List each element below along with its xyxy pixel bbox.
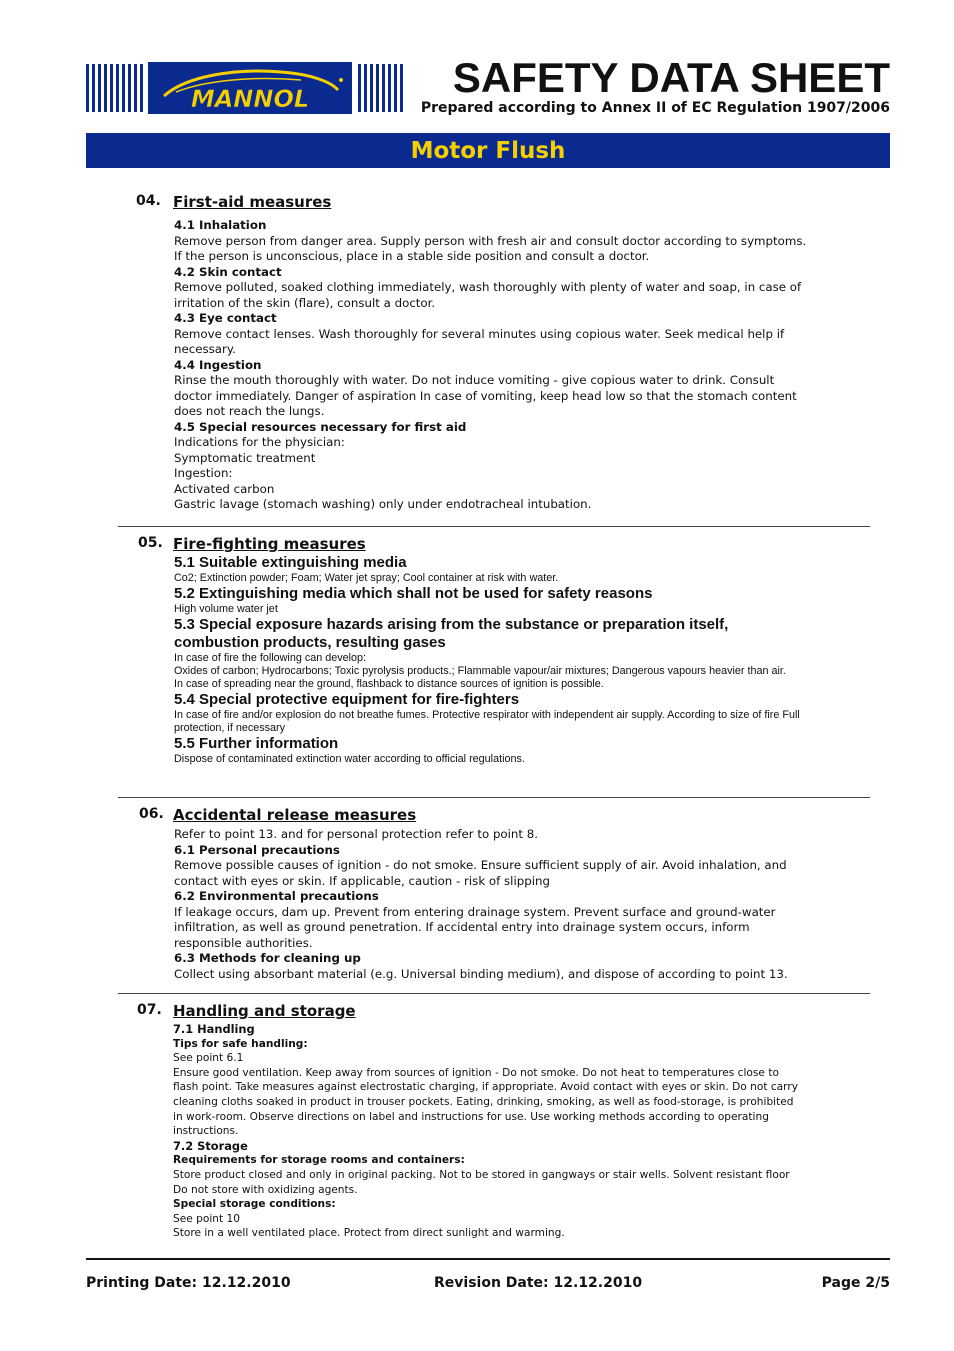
section-title: First-aid measures: [173, 193, 332, 211]
subsection-heading: 4.5 Special resources necessary for first aid: [174, 419, 467, 434]
section-title: Fire-fighting measures: [173, 535, 366, 553]
subsection-heading: Requirements for storage rooms and containers:: [173, 1154, 465, 1167]
section-05-body: [174, 554, 804, 766]
body-text: Remove contact lenses. Wash thoroughly for several minutes using copious water. Seek medical help if necessary.: [174, 326, 785, 356]
body-text: In case of spreading near the ground, flashback to distance sources of ignition is possible.: [174, 678, 604, 690]
body-text: If leakage occurs, dam up. Prevent from entering drainage system. Prevent surface and ground-water infiltration, as well as ground penetration. If accidental entry into drainage system occurs, inform responsible authorities.: [174, 904, 776, 950]
mannol-logo: [86, 62, 406, 114]
body-text: Ingestion:: [174, 466, 233, 480]
subsection-heading: 7.2 Storage: [173, 1138, 248, 1153]
subsection-heading: 5.5 Further information: [174, 735, 339, 752]
subsection-heading: 7.1 Handling: [173, 1022, 255, 1036]
product-bar: [86, 133, 890, 168]
body-text: Store product closed and only in original packing. Not to be stored in gangways or stair wells. Solvent resistant floor Do not store with oxidizing agents.: [173, 1168, 790, 1196]
body-text: Rinse the mouth thoroughly with water. Do not induce vomiting - give copious water to drink. Consult doctor immediately. Danger of aspiration In case of vomiting, keep head low so that the stomach content does not reach the lungs.: [174, 373, 797, 418]
section-04-body: [174, 218, 814, 513]
body-text: Gastric lavage (stomach washing) only under endotracheal intubation.: [174, 497, 592, 511]
section-number: 04.: [136, 193, 161, 209]
section-06-body: [174, 827, 814, 982]
subsection-heading: 4.1 Inhalation: [174, 218, 267, 232]
section-number: 05.: [138, 535, 163, 551]
body-text: Symptomatic treatment: [174, 450, 316, 465]
section-divider: [118, 993, 870, 994]
body-text: Remove person from danger area. Supply person with fresh air and consult doctor according to symptoms. If the person is unconscious, place in a stable side position and consult a doctor.: [174, 233, 807, 263]
body-text: Activated carbon: [174, 481, 275, 496]
body-text: Store in a well ventilated place. Protect from direct sunlight and warming.: [173, 1227, 565, 1240]
body-text: In case of fire and/or explosion do not breathe fumes. Protective respirator with independent air supply. According to size of fire Full protection, if necessary: [174, 709, 800, 734]
subsection-heading: 5.4 Special protective equipment for fire-fighters: [174, 691, 520, 708]
body-text: Co2; Extinction powder; Foam; Water jet spray; Cool container at risk with water.: [174, 572, 559, 584]
section-title: Handling and storage: [173, 1002, 356, 1020]
subsection-heading: 4.2 Skin contact: [174, 264, 282, 279]
footer-divider: [86, 1258, 890, 1260]
subsection-heading: Tips for safe handling:: [173, 1037, 308, 1050]
body-text: Remove polluted, soaked clothing immediately, wash thoroughly with plenty of water and soap, in case of irritation of the skin (flare), consult a doctor.: [174, 280, 802, 310]
subsection-heading: 5.1 Suitable extinguishing media: [174, 554, 407, 571]
revision-date: Revision Date: 12.12.2010: [434, 1275, 643, 1291]
subsection-heading: 6.1 Personal precautions: [174, 842, 340, 857]
section-divider: [118, 797, 870, 798]
section-07-body: [173, 1022, 803, 1241]
body-text: See point 6.1: [173, 1052, 244, 1065]
body-text: Remove possible causes of ignition - do not smoke. Ensure sufficient supply of air. Avoid inhalation, and contact with eyes or skin. If applicable, caution - risk of slipping: [174, 858, 787, 888]
body-text: Dispose of contaminated extinction water according to official regulations.: [174, 753, 525, 765]
subsection-heading: 5.2 Extinguishing media which shall not be used for safety reasons: [174, 585, 653, 602]
body-text: Refer to point 13. and for personal protection refer to point 8.: [174, 827, 539, 841]
subsection-heading: 6.3 Methods for cleaning up: [174, 951, 361, 965]
document-title: SAFETY DATA SHEET: [452, 54, 890, 101]
body-text: In case of fire the following can develop:: [174, 652, 367, 664]
subsection-heading: 4.3 Eye contact: [174, 311, 277, 325]
subsection-heading: 6.2 Environmental precautions: [174, 889, 379, 903]
body-text: Collect using absorbant material (e.g. Universal binding medium), and dispose of according to point 13.: [174, 966, 788, 981]
subsection-heading: 5.3 Special exposure hazards arising from the substance or preparation itself, combustion products, resulting gases: [174, 616, 729, 651]
body-text: High volume water jet: [174, 603, 278, 615]
document-subtitle: Prepared according to Annex II of EC Regulation 1907/2006: [420, 100, 890, 116]
subsection-heading: Special storage conditions:: [173, 1198, 336, 1211]
section-number: 07.: [137, 1002, 162, 1018]
section-number: 06.: [139, 806, 164, 822]
body-text: Indications for the physician:: [174, 435, 345, 449]
section-divider: [118, 526, 870, 527]
section-title: Accidental release measures: [173, 806, 417, 824]
subsection-heading: 4.4 Ingestion: [174, 357, 262, 372]
body-text: See point 10: [173, 1212, 240, 1225]
printing-date: Printing Date: 12.12.2010: [86, 1275, 291, 1291]
page-number: Page 2/5: [821, 1275, 890, 1291]
product-name: Motor Flush: [410, 137, 566, 164]
body-text: Oxides of carbon; Hydrocarbons; Toxic pyrolysis products.; Flammable vapour/air mixtures; Dangerous vapours heavier than air.: [174, 665, 786, 677]
logo-wordmark: MANNOL: [190, 85, 310, 113]
body-text: Ensure good ventilation. Keep away from sources of ignition - Do not smoke. Do not heat to temperatures close to flash point. Take measures against electrostatic charging, if appropriate. Avoid contact with eyes or skin. Do not carry cleaning cloths soaked in product in trouser pockets. Eating, drinking, smoking, as well as food-storage, is prohibited in work-room. Observe directions on label and instructions for use. Use working methods according to operating instructions.: [173, 1066, 798, 1138]
